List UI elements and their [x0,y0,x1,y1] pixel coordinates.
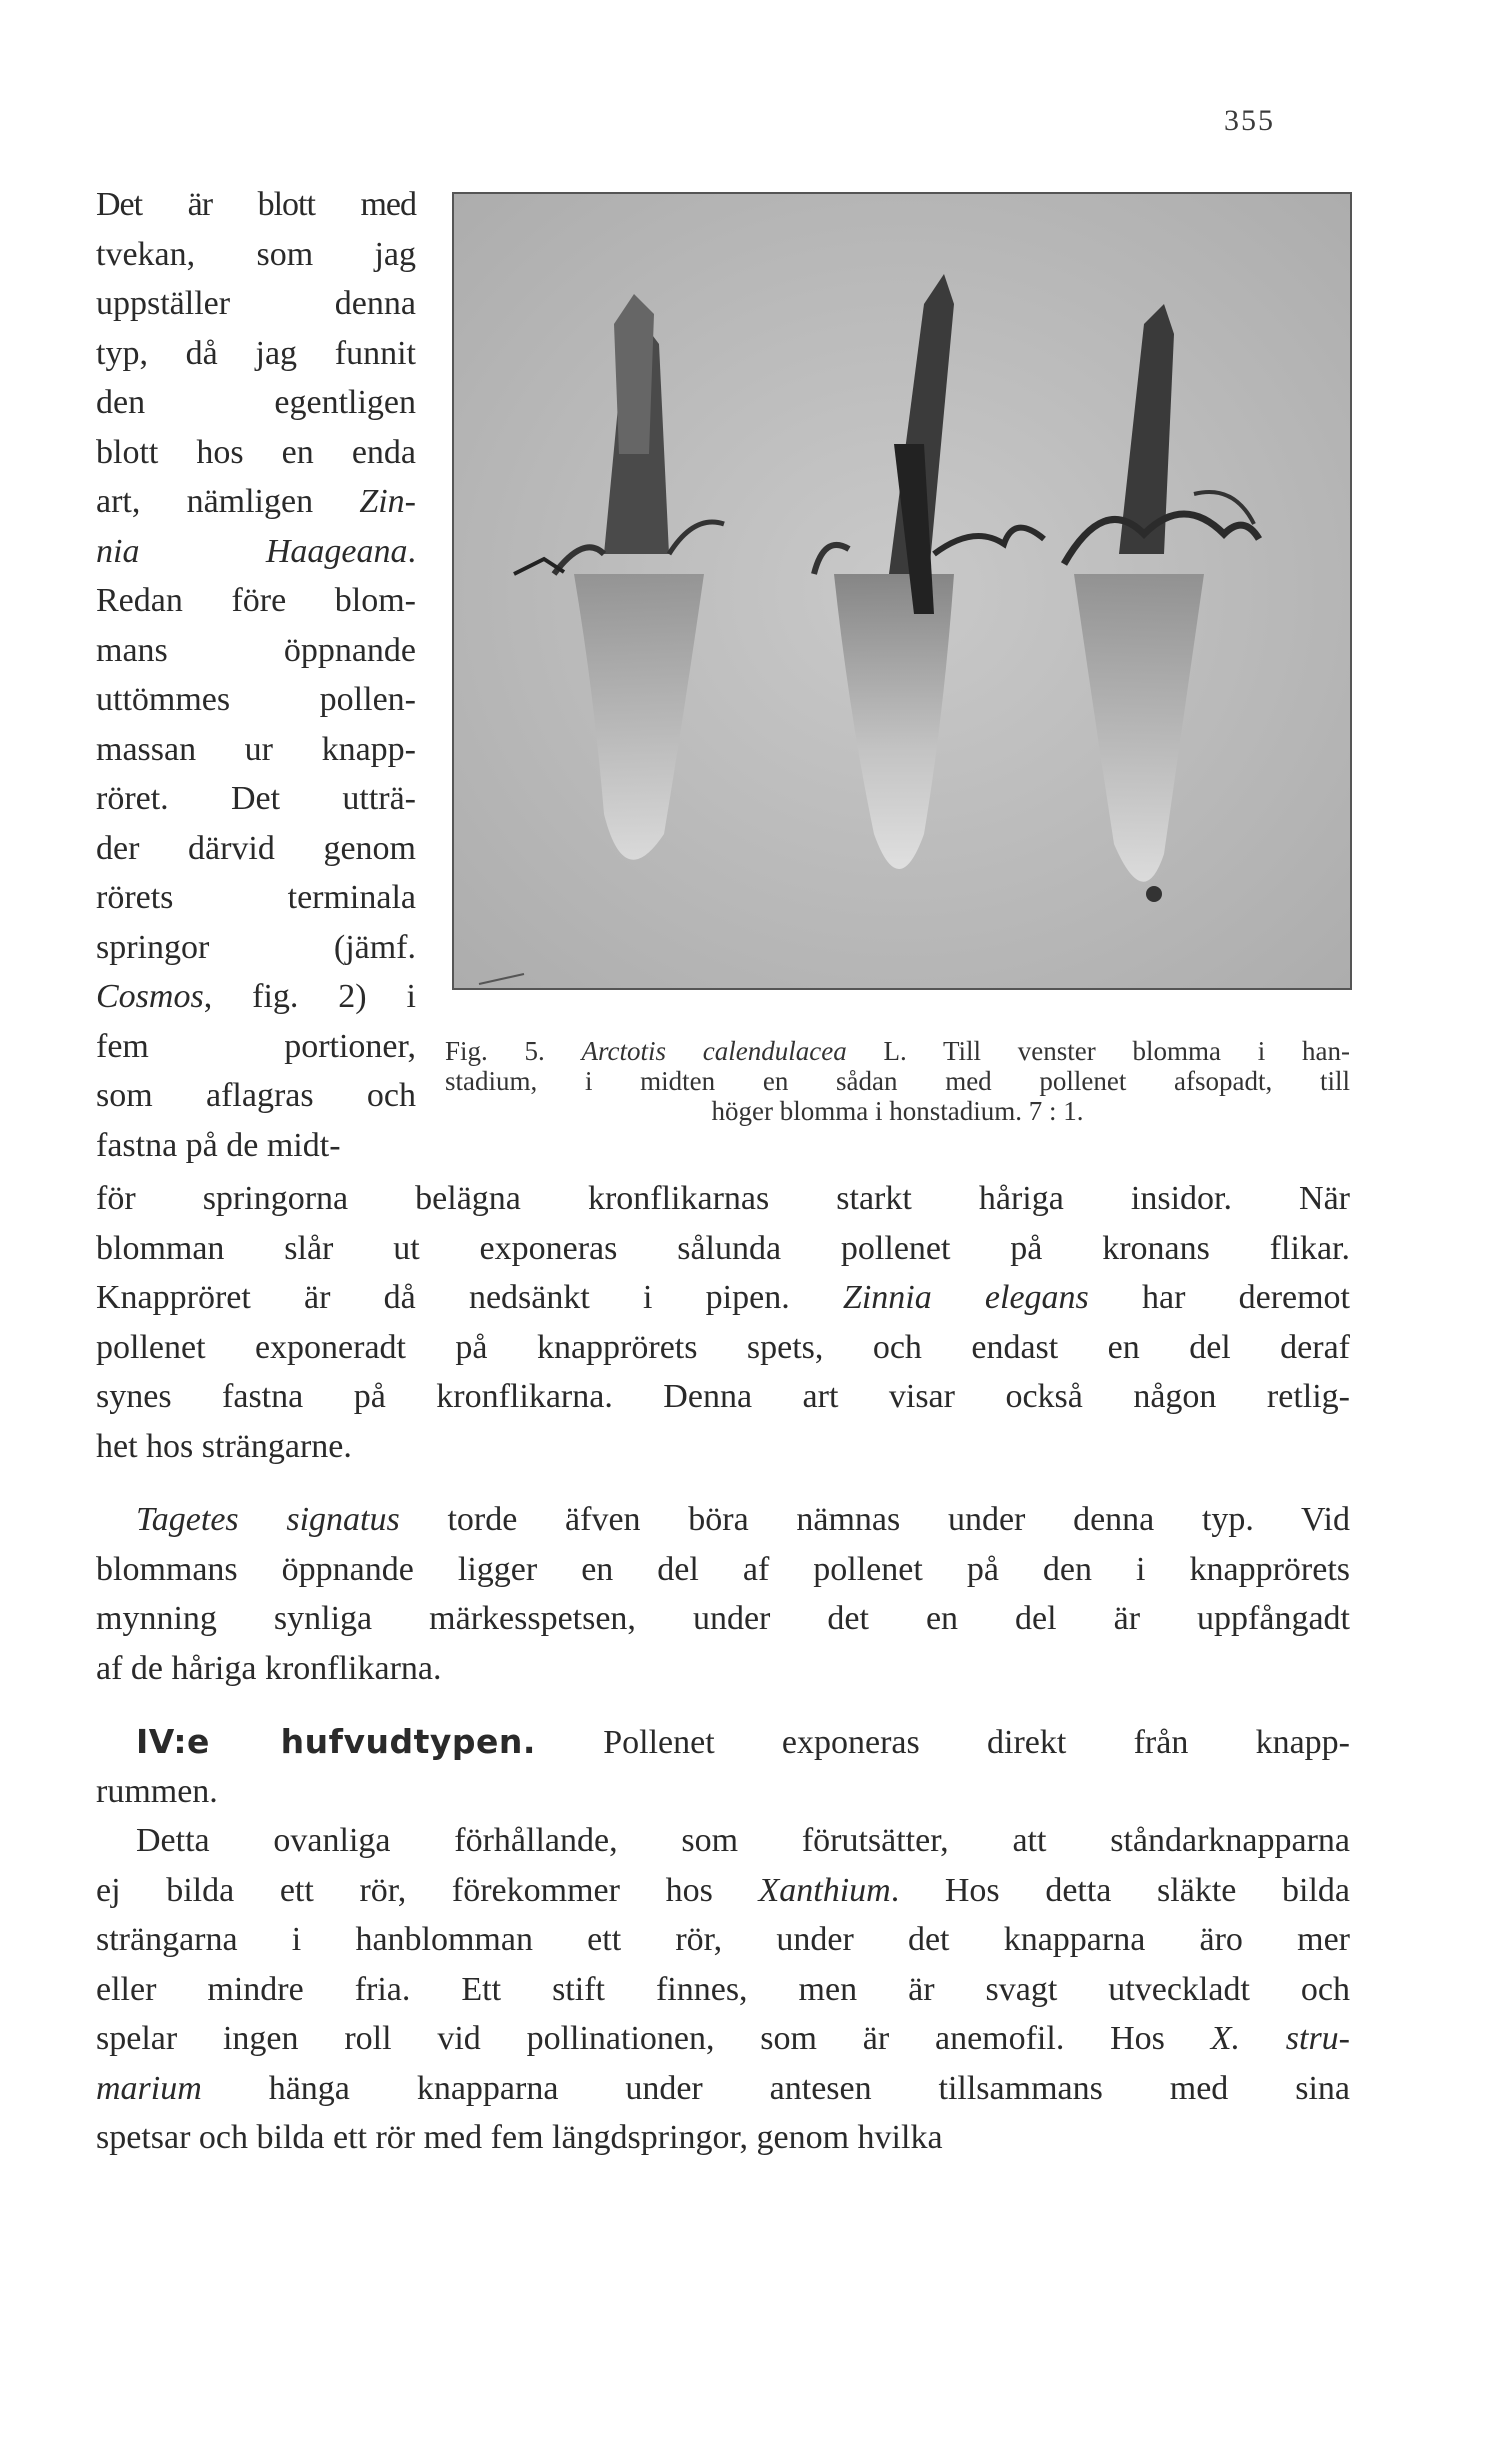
text-line: fastna på de midt- [96,1126,341,1164]
text-line: Knappröret är då nedsänkt i pipen. Zinnia elegans har deremot [96,1279,1350,1316]
text-line: af de håriga kronflikarna. [96,1649,442,1687]
text-line: för springorna belägna kronflikarnas starkt håriga insidor. När [96,1180,1350,1217]
text-line: uttömmes pollen- [96,681,416,718]
text-line: mans öppnande [96,631,416,669]
text-line: Detta ovanliga förhållande, som förutsätter, att ståndarknapparna [136,1822,1350,1859]
text-line: marium hänga knapparna under antesen tillsammans med sina [96,2069,1350,2107]
figure-caption [445,1036,1350,1126]
text-line: nia Haageana. [96,532,416,570]
text-line: pollenet exponeradt på knapprörets spets, och endast en del deraf [96,1328,1350,1366]
text-line: Cosmos, fig. 2) i [96,978,416,1015]
text-line: uppställer denna [96,285,416,322]
caption-line: höger blomma i honstadium. 7 : 1. [711,1096,1084,1126]
text-line: het hos strängarne. [96,1427,352,1465]
section-heading: IV:e hufvudtypen. Pollenet exponeras direkt från knapp- [136,1722,1350,1761]
left-column-text [96,180,416,1170]
text-line: Tagetes signatus torde äfven böra nämnas under denna typ. Vid [136,1501,1350,1538]
text-line: springor (jämf. [96,928,416,966]
text-line: art, nämligen Zin- [96,483,416,520]
text-line: spetsar och bilda ett rör med fem längdspringor, genom hvilka [96,2119,943,2156]
caption-line: stadium, i midten en sådan med pollenet afsopadt, till [445,1066,1350,1096]
text-line: synes fastna på kronflikarna. Denna art visar också någon retlig- [96,1378,1350,1415]
text-line: mynning synliga märkesspetsen, under det en del är uppfångadt [96,1600,1350,1637]
text-line: röret. Det utträ- [96,780,416,817]
text-line: blomman slår ut exponeras sålunda pollenet på kronans flikar. [96,1229,1350,1267]
text-line: spelar ingen roll vid pollinationen, som är anemofil. Hos X. stru- [96,2020,1351,2057]
text-line: rörets terminala [96,879,416,916]
text-line: fem portioner, [96,1027,416,1065]
flower-photo-illustration [454,194,1350,988]
text-line: der därvid genom [96,829,416,867]
text-line: rummen. [96,1772,218,1810]
text-line: tvekan, som jag [96,235,416,273]
text-line: Det är blott med [96,186,416,223]
text-line: blommans öppnande ligger en del af pollenet på den i knapprörets [96,1550,1350,1588]
text-line: den egentligen [96,384,416,421]
text-line: blott hos en enda [96,433,416,471]
page-number: 355 [1224,104,1275,137]
text-line: eller mindre fria. Ett stift finnes, men är svagt utveckladt och [96,1970,1350,2008]
main-body-text [96,1174,1350,2163]
text-line: ej bilda ett rör, förekommer hos Xanthium. Hos detta släkte bilda [96,1871,1350,1909]
caption-line: Fig. 5. Arctotis calendulacea L. Till venster blomma i han- [445,1036,1350,1066]
text-line: massan ur knapp- [96,730,416,768]
text-line: typ, då jag funnit [96,334,416,372]
text-line: Redan före blom- [96,582,416,619]
figure-photograph [452,192,1352,990]
text-line: strängarna i hanblomman ett rör, under det knapparna äro mer [96,1921,1350,1958]
text-line: som aflagras och [96,1077,416,1114]
